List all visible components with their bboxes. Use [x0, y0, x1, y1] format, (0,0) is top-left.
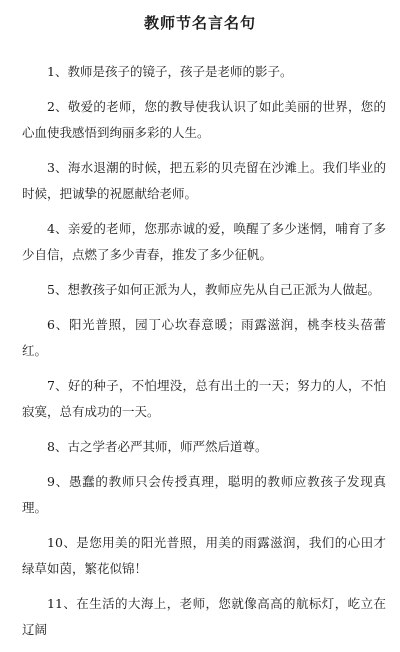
quote-text: 古之学者必严其师，师严然后道尊。: [67, 439, 268, 454]
quote-number: 8、: [47, 439, 68, 454]
quote-text: 想教孩子如何正派为人，教师应先从自己正派为人做起。: [67, 282, 380, 297]
quote-text: 在生活的大海上，老师，您就像高高的航标灯，屹立在辽阔: [22, 596, 386, 637]
quote-text: 阳光普照，园丁心坎春意暖；雨露滋润，桃李枝头蓓蕾红。: [22, 317, 386, 358]
quote-number: 5、: [47, 282, 68, 297]
quote-number: 3、: [47, 160, 68, 175]
quote-text: 愚蠢的教师只会传授真理，聪明的教师应教孩子发现真理。: [22, 474, 386, 515]
quote-item-11: [22, 591, 386, 643]
quote-item-9: [22, 469, 386, 521]
quote-item-4: [22, 216, 386, 268]
quote-list: [22, 59, 386, 652]
quote-text: 海水退潮的时候，把五彩的贝壳留在沙滩上。我们毕业的时候，把诚挚的祝愿献给老师。: [22, 160, 386, 201]
quote-number: 4、: [47, 221, 68, 236]
quote-text: 好的种子，不怕埋没，总有出土的一天；努力的人，不怕寂寞，总有成功的一天。: [22, 378, 386, 419]
quote-number: 9、: [47, 474, 69, 489]
quote-text: 敬爱的老师，您的教导使我认识了如此美丽的世界，您的心血使我感悟到绚丽多彩的人生。: [22, 99, 386, 140]
quote-item-2: [22, 94, 386, 146]
quote-item-1: [22, 59, 386, 85]
quote-number: 1、: [47, 64, 68, 79]
quote-text: 亲爱的老师，您那赤诚的爱，唤醒了多少迷惘，哺育了多少自信，点燃了多少青春，推发了多少征帆。: [22, 221, 386, 262]
document-title: 教师节名言名句: [143, 14, 256, 32]
quote-number: 6、: [47, 317, 69, 332]
quote-item-5: [22, 277, 386, 303]
quote-text: 是您用美的阳光普照，用美的雨露滋润，我们的心田才绿草如茵，繁花似锦！: [22, 535, 386, 576]
quote-number: 11、: [47, 596, 77, 611]
quote-item-8: [22, 434, 386, 460]
quote-number: 7、: [47, 378, 68, 393]
quote-item-6: [22, 312, 386, 364]
quote-number: 10、: [47, 535, 77, 550]
quote-text: 教师是孩子的镜子，孩子是老师的影子。: [67, 64, 293, 79]
quote-item-3: [22, 155, 386, 207]
quote-item-7: [22, 373, 386, 425]
quote-number: 2、: [47, 99, 68, 114]
quote-item-10: [22, 530, 386, 582]
